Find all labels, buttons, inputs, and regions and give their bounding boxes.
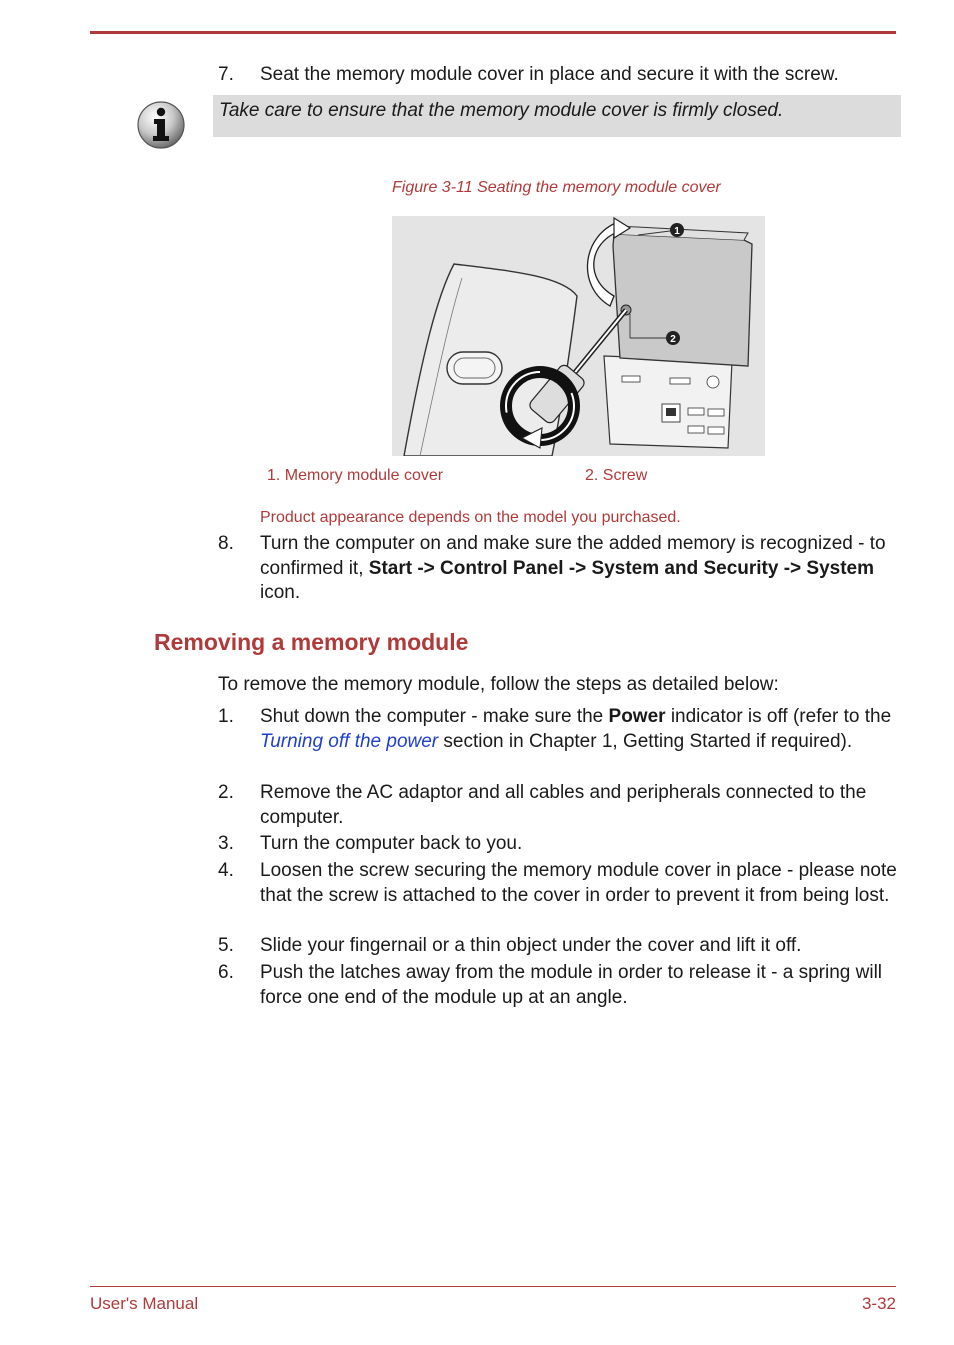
info-icon — [136, 100, 186, 150]
figure-label-screw: 2. Screw — [585, 467, 648, 484]
footer-manual-title: User's Manual — [90, 1294, 199, 1313]
header-rule — [90, 31, 896, 34]
disclaimer-text: Product appearance depends on the model you purchased. — [260, 509, 681, 526]
callout-2: 2 — [670, 334, 676, 345]
section-heading: Removing a memory module — [154, 629, 469, 655]
footer-rule — [90, 1286, 896, 1287]
power-label: Power — [608, 706, 666, 727]
step-number: 7. — [218, 64, 234, 85]
step-number: 5. — [218, 935, 234, 956]
menu-path: Start -> Control Panel -> System and Security -> System — [368, 557, 875, 579]
note-text: Take care to ensure that the memory module cover is firmly closed. — [219, 100, 784, 121]
figure-caption: Figure 3-11 Seating the memory module cover — [392, 179, 721, 196]
step-number: 8. — [218, 533, 234, 554]
step-number: 4. — [218, 860, 234, 881]
step-number: 6. — [218, 962, 234, 983]
callout-1: 1 — [674, 226, 680, 237]
figure-illustration — [392, 216, 765, 456]
step-text: Seat the memory module cover in place and secure it with the screw. — [260, 64, 839, 85]
page-number: 3-32 — [861, 1294, 896, 1313]
step-text: Turn the computer back to you. — [260, 833, 523, 854]
figure-label-memory-cover: 1. Memory module cover — [267, 467, 444, 484]
step-text: Slide your fingernail or a thin object under the cover and lift it off. — [260, 935, 802, 956]
turning-off-power-link[interactable]: Turning off the power — [260, 730, 439, 752]
step-text: Push the latches away from the module in order to release it - a spring will force one end of the module up at an angle. — [260, 962, 883, 1008]
step-text: Shut down the computer - make sure the Power indicator is off (refer to the Turning off the power section in Chapter 1, Getting Started if required). — [260, 706, 892, 752]
step-text: Remove the AC adaptor and all cables and peripherals connected to the computer. — [260, 782, 867, 828]
intro-text: To remove the memory module, follow the steps as detailed below: — [218, 674, 779, 695]
step-text: Turn the computer on and make sure the added memory is recognized - to confirmed it, Start -> Control Panel -> System and Security -> System icon. — [260, 533, 886, 603]
step-number: 3. — [218, 833, 234, 854]
step-text: Loosen the screw securing the memory module cover in place - please note that the screw is attached to the cover in order to prevent it from being lost. — [260, 860, 897, 906]
note-box — [213, 95, 901, 137]
step-number: 1. — [218, 706, 234, 727]
step-number: 2. — [218, 782, 234, 803]
